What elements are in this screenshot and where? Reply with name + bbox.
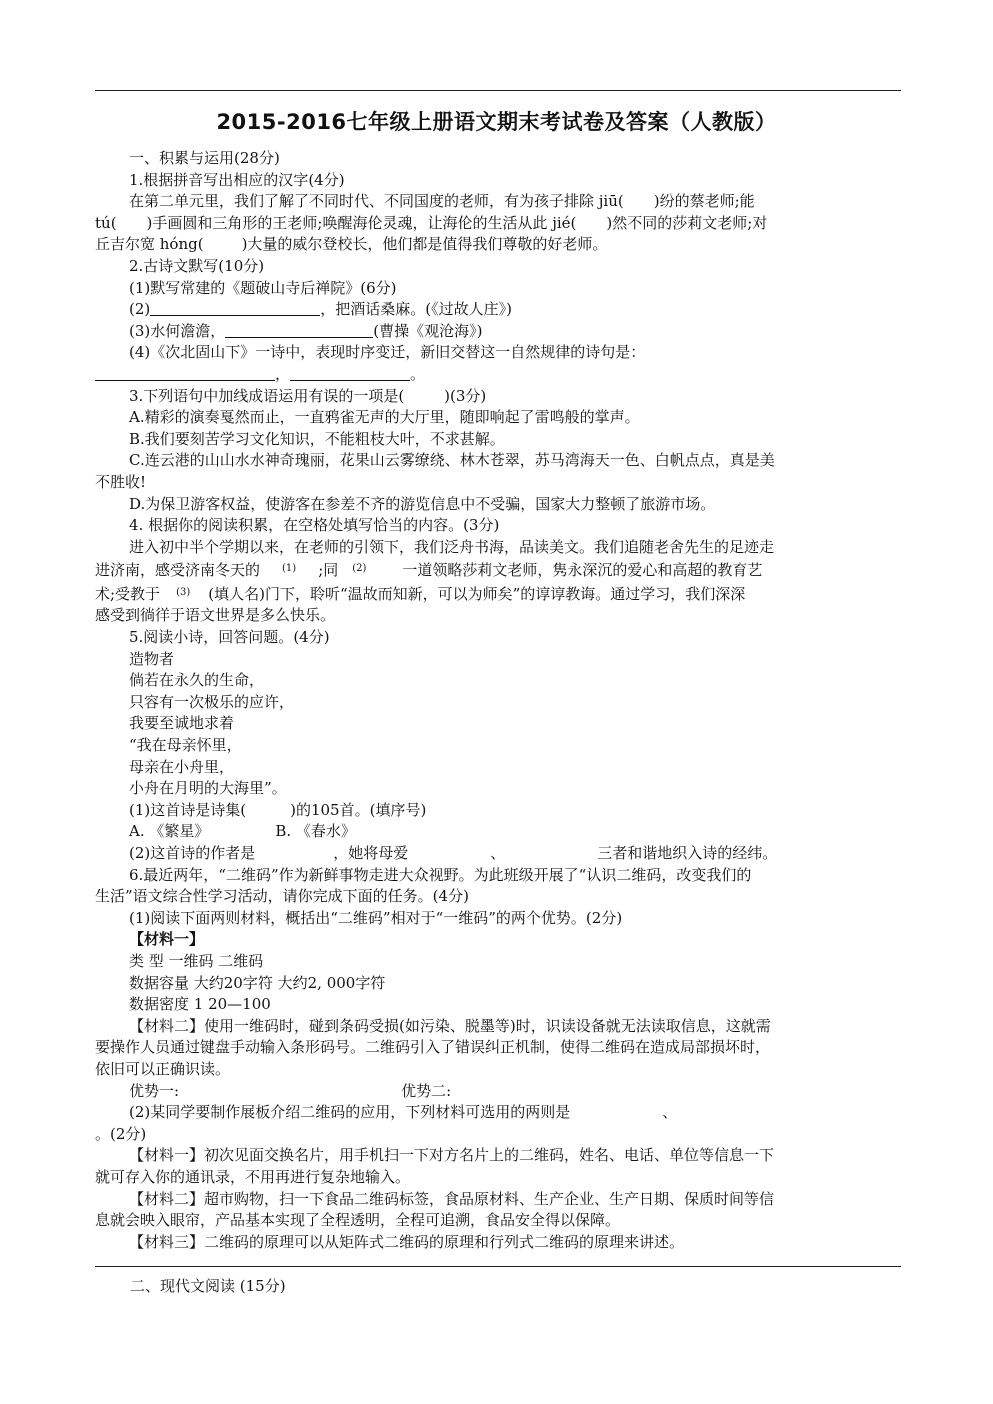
top-rule bbox=[95, 90, 901, 91]
poem-line: 只容有一次极乐的应许， bbox=[129, 692, 295, 711]
advantages-line: 优势一: 优势二: bbox=[129, 1081, 452, 1100]
page-title: 2015-2016七年级上册语文期末考试卷及答案（人教版） bbox=[216, 110, 777, 134]
q1-line-3: 丘吉尔宽 hóng( )大量的威尔登校长，他们都是值得我们尊敬的好老师。 bbox=[95, 235, 608, 254]
q2-sub-1: (1)默写常建的《题破山寺后禅院》(6分) bbox=[129, 278, 397, 297]
material-1-row: 数据密度 1 20—100 bbox=[129, 995, 271, 1014]
q6-sub-1: (1)阅读下面两则材料，概括出“二维码”相对于“一维码”的两个优势。(2分) bbox=[129, 908, 623, 927]
q2-sub-4-answer: ， 。 bbox=[95, 364, 901, 386]
q1-line-2: tú( )手画圆和三角形的王老师;唤醒海伦灵魂，让海伦的生活从此 jié( )然不同的莎莉文老师;对 bbox=[95, 213, 768, 232]
q3-stem: 3.下列语句中加线成语运用有误的一项是( )(3分) bbox=[129, 386, 487, 405]
q3-option-c-cont: 不胜收! bbox=[95, 472, 147, 491]
app-material-1: 【材料一】初次见面交换名片，用手机扫一下对方名片上的二维码，姓名、电话、单位等信息一下 bbox=[129, 1146, 775, 1165]
q6-sub-2: (2)某同学要制作展板介绍二维码的应用，下列材料可选用的两则是 、 bbox=[129, 1103, 678, 1122]
material-1-row: 数据容量 大约20字符 大约2, 000字符 bbox=[129, 973, 386, 992]
app-material-1-cont: 就可存入你的通讯录，不用再进行复杂地输入。 bbox=[95, 1167, 411, 1186]
q2-stem: 2.古诗文默写(10分) bbox=[129, 256, 265, 275]
poem-line: 造物者 bbox=[129, 649, 175, 668]
q3-option-d: D.为保卫游客权益，使游客在参差不齐的游览信息中不受骗，国家大力整顿了旅游市场。 bbox=[129, 494, 716, 513]
answer-blank bbox=[150, 301, 320, 316]
q3-option-c: C.连云港的山山水水神奇瑰丽，花果山云雾缭绕、林木苍翠，苏马湾海天一色、白帆点点，真是美 bbox=[129, 451, 775, 470]
q4-para-3: 术;受教于 $^{(3)}$ (填人名)门下，聆听“温故而知新，可以为师矣”的谆谆教诲。通过学习，我们深深 bbox=[95, 584, 746, 603]
answer-blank bbox=[225, 323, 373, 338]
section-2-heading: 二、现代文阅读 (15分) bbox=[130, 1277, 286, 1295]
material-2-text: 【材料二】使用一维码时，碰到条码受损(如污染、脱墨等)时，识读设备就无法读取信息，这就需 bbox=[129, 1016, 771, 1035]
q1-stem: 1.根据拼音写出相应的汉字(4分) bbox=[129, 170, 345, 189]
app-material-2: 【材料二】超市购物，扫一下食品二维码标签，食品原材料、生产企业、生产日期、保质时间等信 bbox=[129, 1189, 775, 1208]
poem-line: 母亲在小舟里， bbox=[129, 757, 235, 776]
poem-line: 小舟在月明的大海里”。 bbox=[129, 779, 287, 798]
q3-option-b: B.我们要刻苦学习文化知识，不能粗枝大叶，不求甚解。 bbox=[129, 429, 505, 448]
section-1-heading: 一、积累与运用(28分) bbox=[129, 149, 280, 167]
answer-blank bbox=[95, 366, 275, 381]
poem-line: 倘若在永久的生命， bbox=[129, 671, 265, 690]
q6-stem: 6.最近两年，“二维码”作为新鲜事物走进大众视野。为此班级开展了“认识二维码，改变我们的 bbox=[129, 865, 752, 884]
q5-sub-1: (1)这首诗是诗集( )的105首。(填序号) bbox=[129, 800, 427, 819]
poem-line: 我要至诚地求着 bbox=[129, 714, 235, 733]
q4-para-2: 进济南，感受济南冬天的 $^{(1)}$ ;同 $^{(2)}$ 一道领略莎莉文老师，隽永深沉的爱心和高超的教育艺 bbox=[95, 561, 763, 580]
material-1-row: 类 型 一维码 二维码 bbox=[129, 951, 264, 970]
answer-blank bbox=[290, 366, 410, 381]
q6-stem-cont: 生活”语文综合性学习活动，请你完成下面的任务。(4分) bbox=[95, 887, 469, 906]
material-1-label: 【材料一】 bbox=[129, 930, 205, 949]
q5-options: A. 《繁星》 B. 《春水》 bbox=[129, 822, 356, 841]
material-2-text-cont: 要操作人员通过键盘手动输入条形码号。二维码引入了错误纠正机制，使得二维码在造成局部损坏时， bbox=[95, 1038, 771, 1057]
material-2-text-cont: 依旧可以正确识读。 bbox=[95, 1059, 231, 1078]
q6-sub-2-points: 。(2分) bbox=[95, 1124, 147, 1143]
q4-para-1: 进入初中半个学期以来，在老师的引领下，我们泛舟书海，品读美文。我们追随老舍先生的足迹走 bbox=[129, 537, 775, 556]
app-material-2-cont: 息就会映入眼帘，产品基本实现了全程透明，全程可追溯，食品安全得以保障。 bbox=[95, 1211, 621, 1230]
q1-line-1: 在第二单元里，我们了解了不同时代、不同国度的老师，有为孩子排除 jiū( )纷的蔡老师;能 bbox=[129, 192, 755, 211]
q3-option-a: A.精彩的演奏戛然而止，一直鸦雀无声的大厅里，随即响起了雷鸣般的掌声。 bbox=[129, 408, 640, 427]
q5-sub-2: (2)这首诗的作者是 ，她将母爱 、 三者和谐地织入诗的经纬。 bbox=[129, 844, 778, 862]
q2-sub-3: (3)水何澹澹， (曹操《观沧海》) bbox=[129, 321, 483, 340]
q5-stem: 5.阅读小诗，回答问题。(4分) bbox=[129, 628, 330, 647]
section-1 bbox=[95, 148, 901, 1253]
q2-sub-4: (4)《次北固山下》一诗中，表现时序变迁，新旧交替这一自然规律的诗句是： bbox=[129, 343, 646, 362]
poem-line: “我在母亲怀里， bbox=[129, 736, 242, 755]
bottom-rule bbox=[95, 1266, 901, 1267]
q4-stem: 4. 根据你的阅读积累，在空格处填写恰当的内容。(3分) bbox=[129, 516, 500, 535]
q4-para-4: 感受到徜徉于语文世界是多么快乐。 bbox=[95, 606, 336, 625]
app-material-3: 【材料三】二维码的原理可以从矩阵式二维码的原理和行列式二维码的原理来讲述。 bbox=[129, 1232, 685, 1251]
q2-sub-2: (2) ，把酒话桑麻。(《过故人庄》) bbox=[129, 300, 512, 319]
